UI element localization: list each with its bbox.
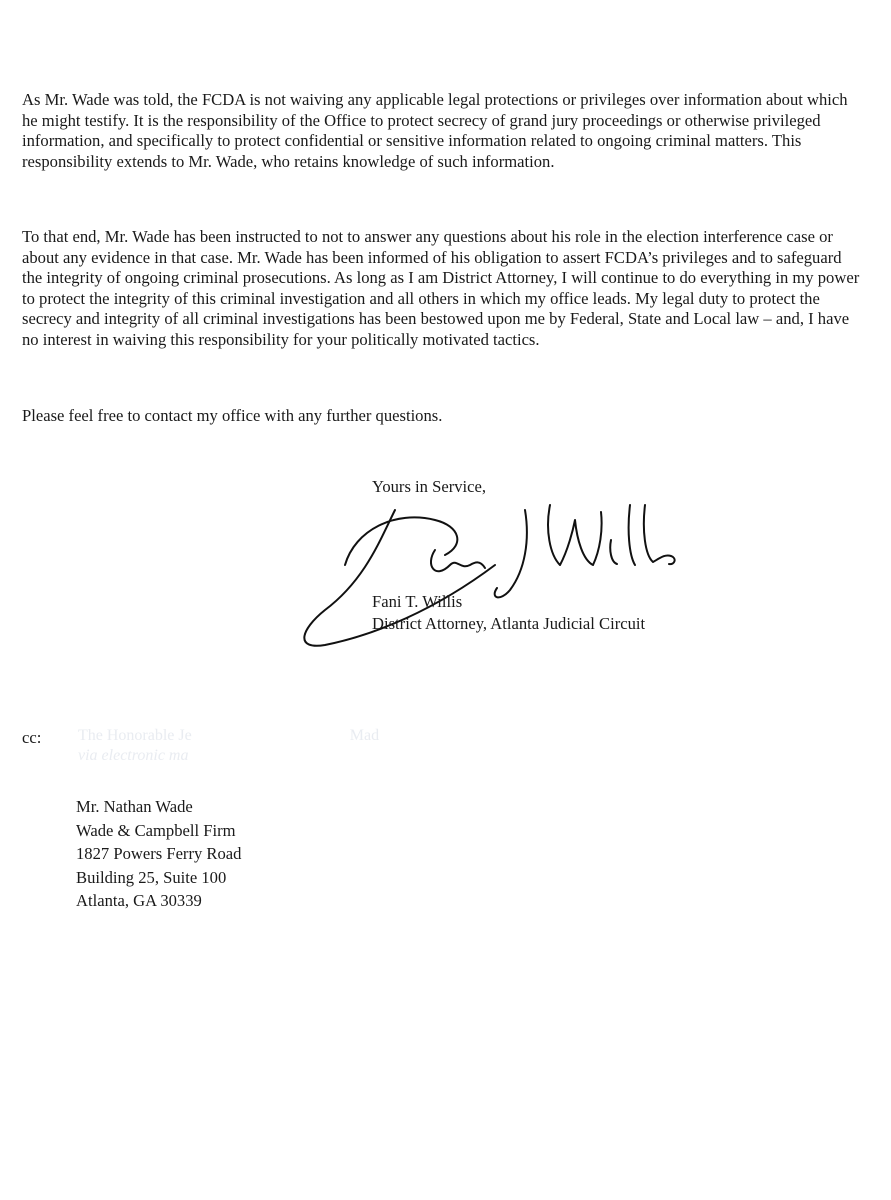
cc-faded-line-2: via electronic ma <box>78 747 189 764</box>
address-line: Atlanta, GA 30339 <box>76 891 202 910</box>
address-line: Mr. Nathan Wade <box>76 797 193 816</box>
cc-faded-line-1: The Honorable Je <box>78 727 192 744</box>
cc-faded-line-1b: Mad <box>349 727 380 744</box>
address-line: Building 25, Suite 100 <box>76 867 227 887</box>
cc-label: cc: <box>22 728 42 747</box>
body-paragraph-1: As Mr. Wade was told, the FCDA is not waiving any applicable legal protections or privileges over information about which he might testify. It is the responsibility of the Office to protect secrecy of grand jury proceedings or otherwise privileged information, and specifically to protect confidential or sensitive information related to ongoing criminal matters. This responsibility extends to Mr. Wade, who retains knowledge of such information. <box>22 90 848 171</box>
body-paragraph-3: Please feel free to contact my office with any further questions. <box>22 406 443 425</box>
signatory-name: Fani T. Willis <box>372 592 463 611</box>
signatory-title: District Attorney, Atlanta Judicial Circuit <box>372 614 646 633</box>
address-line: Wade & Campbell Firm <box>76 820 236 840</box>
cc-faded-recipient <box>78 726 778 766</box>
closing-salutation: Yours in Service, <box>372 477 487 496</box>
body-paragraph-2: To that end, Mr. Wade has been instructed to not to answer any questions about his role in the election interference case or about any evidence in that case. Mr. Wade has been informed of his obligation to assert FCDA’s privileges and to safeguard the integrity of ongoing criminal prosecutions. As long as I am District Attorney, I will continue to do everything in my power to protect the integrity of this criminal investigation and all others in which my office leads. My legal duty to protect the secrecy and integrity of all criminal investigations has been bestowed upon me by Federal, State and Local law – and, I have no interest in waiving this responsibility for your politically motivated tactics. <box>22 227 860 349</box>
address-line: 1827 Powers Ferry Road <box>76 844 242 863</box>
recipient-address <box>76 795 241 913</box>
